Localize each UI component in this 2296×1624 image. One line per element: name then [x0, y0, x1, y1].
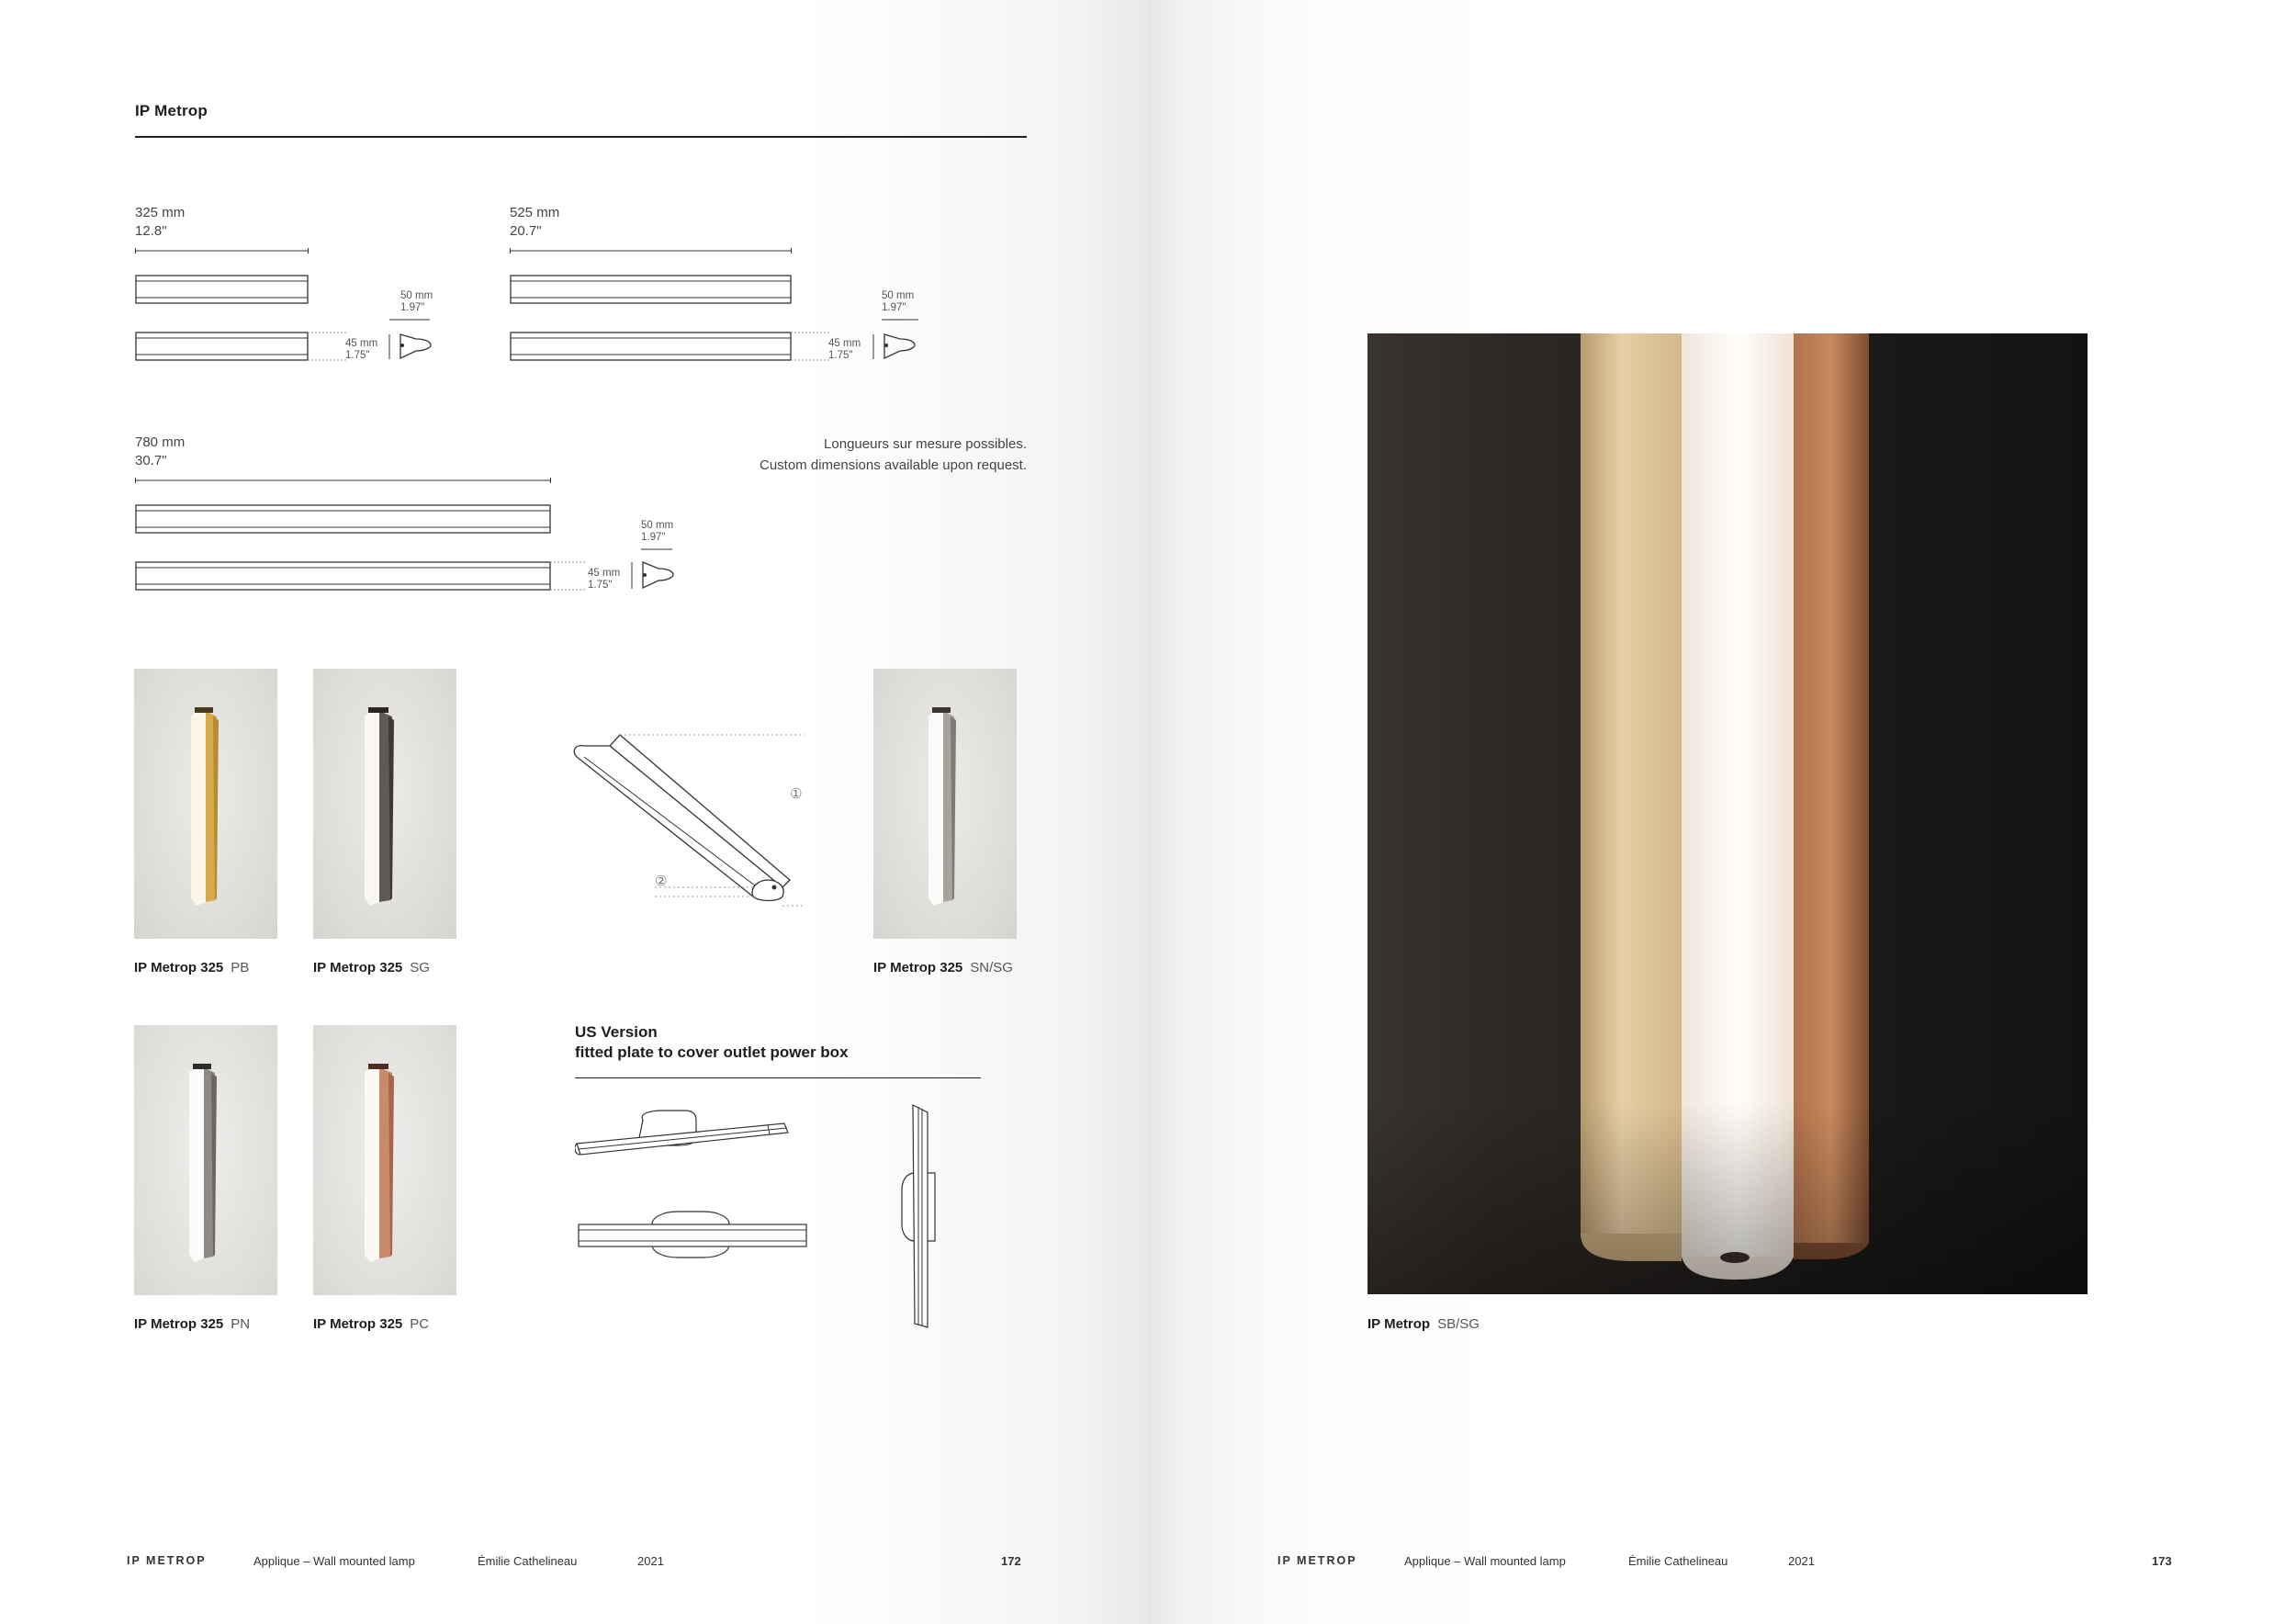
depth-in: 1.97" [400, 302, 425, 313]
height-mm: 45 mm [588, 568, 621, 579]
product-variant: PB [231, 960, 250, 976]
page-number: 172 [1001, 1554, 1021, 1568]
lamp-pb-image [134, 669, 277, 939]
height-in: 1.75" [828, 350, 853, 361]
lamp-photo-image [1367, 333, 2088, 1294]
depth-mm: 50 mm [641, 520, 674, 531]
length-in: 20.7" [510, 223, 542, 239]
height-label-325 [345, 338, 377, 362]
product-name: IP Metrop 325 [313, 960, 403, 976]
product-variant: PC [410, 1316, 430, 1332]
length-mm: 525 mm [510, 205, 560, 220]
product-photo-sn-sg [873, 669, 1017, 939]
depth-mm: 50 mm [882, 290, 915, 301]
length-mm: 325 mm [135, 205, 186, 220]
depth-mm: 50 mm [400, 290, 433, 301]
length-in: 30.7" [135, 453, 167, 468]
right-page [1148, 0, 2296, 1624]
note-en: Custom dimensions available upon request. [760, 457, 1027, 473]
mount-marker-2: ② [655, 874, 668, 889]
dimension-group-780 [135, 434, 185, 470]
product-name: IP Metrop 325 [313, 1316, 403, 1332]
caption-pc [313, 1316, 429, 1332]
us-version-drawing [575, 1098, 979, 1336]
lamp-pc-image [313, 1025, 456, 1295]
depth-label-525 [882, 290, 914, 314]
us-version-heading [575, 1022, 849, 1063]
mounting-diagram-drawing [569, 726, 817, 909]
height-mm: 45 mm [828, 338, 861, 349]
height-label-780 [588, 568, 620, 592]
us-version-drawings [575, 1098, 979, 1336]
lamp-pn-image [134, 1025, 277, 1295]
lamp-325-drawing [135, 248, 502, 367]
footer-brand: IP METROP [1277, 1554, 1357, 1567]
lamp-sg-image [313, 669, 456, 939]
product-name: IP Metrop 325 [134, 1316, 224, 1332]
custom-dimensions-note [643, 434, 1027, 476]
lamp-photo [1367, 333, 2088, 1294]
product-photo-pn [134, 1025, 277, 1295]
footer-designer: Émilie Cathelineau [478, 1554, 578, 1568]
product-name: IP Metrop 325 [873, 960, 963, 976]
caption-pn [134, 1316, 250, 1332]
depth-in: 1.97" [641, 532, 666, 543]
height-in: 1.75" [588, 580, 613, 591]
caption-sg [313, 960, 430, 976]
product-name: IP Metrop 325 [134, 960, 224, 976]
depth-label-325 [400, 290, 433, 314]
us-version-subtitle: fitted plate to cover outlet power box [575, 1043, 849, 1061]
caption-sn-sg [873, 960, 1013, 976]
height-label-525 [828, 338, 861, 362]
lamp-525-drawing [510, 248, 932, 367]
photo-caption-name: IP Metrop [1367, 1316, 1431, 1332]
page-number: 173 [2152, 1554, 2172, 1568]
height-in: 1.75" [345, 350, 370, 361]
photo-caption-variant: SB/SG [1437, 1316, 1480, 1332]
product-variant: SN/SG [970, 960, 1013, 976]
product-photo-sg [313, 669, 456, 939]
dimension-group-525 [510, 204, 559, 241]
caption-pb [134, 960, 249, 976]
dimension-drawing-525 [510, 248, 932, 367]
footer-year: 2021 [1788, 1554, 1815, 1568]
section-rule [135, 136, 1027, 138]
us-version-title: US Version [575, 1023, 658, 1041]
lamp-sn-sg-image [873, 669, 1017, 939]
depth-in: 1.97" [882, 302, 906, 313]
footer-year: 2021 [637, 1554, 664, 1568]
mounting-diagram [569, 726, 817, 909]
footer-type: Applique – Wall mounted lamp [253, 1554, 415, 1568]
depth-label-780 [641, 520, 673, 544]
dimension-group-325 [135, 204, 185, 241]
product-variant: PN [231, 1316, 251, 1332]
footer-designer: Émilie Cathelineau [1628, 1554, 1728, 1568]
footer-brand: IP METROP [127, 1554, 207, 1567]
product-variant: SG [410, 960, 430, 976]
dimension-drawing-325 [135, 248, 502, 367]
length-mm: 780 mm [135, 434, 186, 450]
note-fr: Longueurs sur mesure possibles. [824, 436, 1027, 452]
product-photo-pb [134, 669, 277, 939]
footer-type: Applique – Wall mounted lamp [1404, 1554, 1566, 1568]
photo-caption [1367, 1316, 1480, 1332]
height-mm: 45 mm [345, 338, 378, 349]
length-in: 12.8" [135, 223, 167, 239]
product-photo-pc [313, 1025, 456, 1295]
section-title: IP Metrop [135, 102, 208, 119]
mount-marker-1: ① [790, 786, 803, 802]
us-version-rule [575, 1077, 981, 1078]
